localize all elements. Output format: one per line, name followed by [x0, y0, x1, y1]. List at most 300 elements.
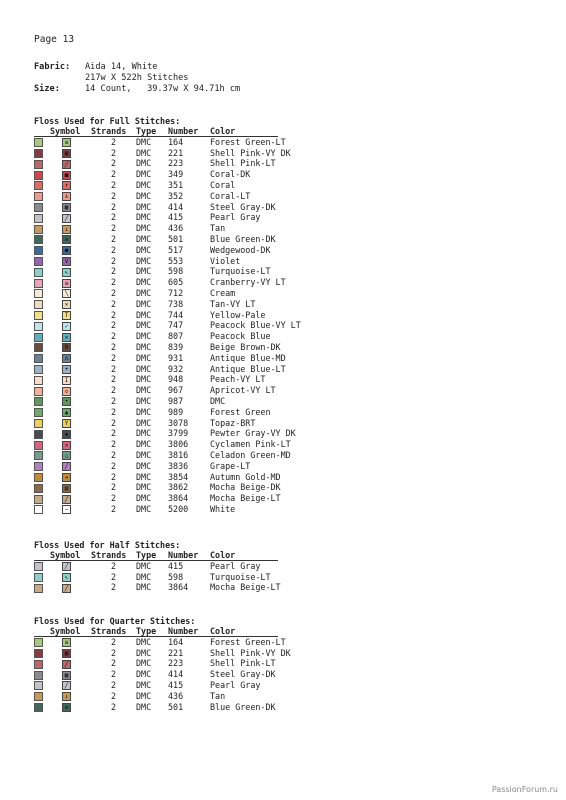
header-color: Color [210, 550, 236, 560]
color-swatch [34, 343, 43, 352]
header-symbol: Symbol [50, 126, 81, 136]
stitch-symbol-icon: ▲ [62, 408, 71, 417]
stitch-symbol-icon: ≡ [62, 703, 71, 712]
stitch-symbol-icon: ↑ [62, 181, 71, 190]
color-name: Peacock Blue [210, 331, 271, 342]
strands-value: 2 [111, 460, 117, 471]
strands-value: 2 [111, 255, 117, 266]
type-value: DMC [136, 374, 152, 385]
number-value: 3862 [168, 482, 189, 493]
header-strands: Strands [91, 626, 127, 636]
stitch-symbol-icon: ╱ [62, 660, 71, 669]
header-type: Type [136, 626, 157, 636]
stitch-symbol-icon: ↓ [62, 225, 71, 234]
floss-row [34, 136, 286, 148]
type-value: DMC [136, 417, 152, 428]
stitch-symbol-icon: ✕ [62, 333, 71, 342]
color-name: Forest Green-LT [210, 636, 286, 647]
half-stitches-section [34, 540, 281, 593]
header-number: Number [168, 126, 199, 136]
number-value: 415 [168, 212, 184, 223]
number-value: 987 [168, 395, 184, 406]
color-swatch [34, 573, 43, 582]
color-name: Beige Brown-DK [210, 341, 281, 352]
number-value: 3816 [168, 449, 189, 460]
strands-value: 2 [111, 571, 117, 582]
color-swatch [34, 333, 43, 342]
color-name: Mocha Beige-DK [210, 482, 281, 493]
header-number: Number [168, 626, 199, 636]
strands-value: 2 [111, 147, 117, 158]
number-value: 223 [168, 158, 184, 169]
stitch-symbol-icon: ◇ [62, 387, 71, 396]
floss-row [34, 233, 276, 245]
color-name: Mocha Beige-LT [210, 582, 281, 593]
floss-row [34, 212, 261, 223]
color-swatch [34, 225, 43, 234]
color-swatch [34, 171, 43, 180]
floss-row [34, 636, 286, 648]
type-value: DMC [136, 352, 152, 363]
stitch-symbol-icon: ▪ [62, 430, 71, 439]
color-name: Steel Gray-DK [210, 669, 276, 680]
color-name: Antique Blue-MD [210, 352, 286, 363]
strands-value: 2 [111, 169, 117, 180]
strands-value: 2 [111, 341, 117, 352]
stitch-symbol-icon: ╱ [62, 681, 71, 690]
strands-value: 2 [111, 417, 117, 428]
type-value: DMC [136, 320, 152, 331]
floss-row [34, 482, 281, 493]
strands-value: 2 [111, 658, 117, 669]
size-label: Size: [34, 84, 60, 94]
number-value: 3864 [168, 582, 189, 593]
number-value: 415 [168, 560, 184, 571]
color-swatch [34, 246, 43, 255]
color-swatch [34, 160, 43, 169]
stitch-symbol-icon: N [62, 343, 71, 352]
color-name: Pearl Gray [210, 560, 261, 571]
color-swatch [34, 214, 43, 223]
type-value: DMC [136, 647, 152, 658]
color-name: Cream [210, 287, 236, 298]
number-value: 932 [168, 363, 184, 374]
color-name: Yellow-Pale [210, 309, 266, 320]
stitch-symbol-icon: ╱ [62, 562, 71, 571]
stitch-symbol-icon: ✕ [62, 300, 71, 309]
floss-row [34, 331, 271, 342]
fabric-label: Fabric: [34, 62, 71, 72]
type-value: DMC [136, 158, 152, 169]
stitch-symbol-icon: ✕ [62, 441, 71, 450]
type-value: DMC [136, 669, 152, 680]
color-name: Apricot-VY LT [210, 385, 276, 396]
strands-value: 2 [111, 647, 117, 658]
number-value: 221 [168, 647, 184, 658]
floss-row [34, 679, 261, 691]
stitch-symbol-icon: I [62, 376, 71, 385]
number-value: 712 [168, 287, 184, 298]
header-color: Color [210, 126, 236, 136]
stitch-symbol-icon: ╱ [62, 584, 71, 593]
type-value: DMC [136, 287, 152, 298]
color-swatch [34, 703, 43, 712]
type-value: DMC [136, 482, 152, 493]
color-name: Peacock Blue-VY LT [210, 320, 301, 331]
strands-value: 2 [111, 212, 117, 223]
strands-value: 2 [111, 493, 117, 504]
number-value: 349 [168, 169, 184, 180]
color-name: Forest Green [210, 406, 271, 417]
strands-value: 2 [111, 223, 117, 234]
stitch-symbol-icon: ╱ [62, 495, 71, 504]
strands-value: 2 [111, 690, 117, 701]
strands-value: 2 [111, 136, 117, 147]
header-type: Type [136, 126, 157, 136]
type-value: DMC [136, 449, 152, 460]
strands-value: 2 [111, 428, 117, 439]
floss-row [34, 560, 261, 572]
number-value: 807 [168, 331, 184, 342]
strands-value: 2 [111, 320, 117, 331]
strands-value: 2 [111, 190, 117, 201]
color-name: Autumn Gold-MD [210, 471, 281, 482]
stitch-symbol-icon: T [62, 311, 71, 320]
type-value: DMC [136, 503, 152, 514]
strands-value: 2 [111, 298, 117, 309]
number-value: 598 [168, 266, 184, 277]
stitch-symbol-icon: ▨ [62, 484, 71, 493]
number-value: 501 [168, 233, 184, 244]
strands-value: 2 [111, 374, 117, 385]
section-title: Floss Used for Half Stitches: [34, 540, 181, 550]
color-name: Shell Pink-LT [210, 158, 276, 169]
number-value: 948 [168, 374, 184, 385]
floss-row [34, 374, 266, 385]
color-name: Shell Pink-VY DK [210, 647, 291, 658]
number-value: 598 [168, 571, 184, 582]
strands-value: 2 [111, 277, 117, 288]
type-value: DMC [136, 266, 152, 277]
strands-value: 2 [111, 560, 117, 571]
floss-row [34, 690, 226, 702]
type-value: DMC [136, 223, 152, 234]
header-type: Type [136, 550, 157, 560]
header-strands: Strands [91, 126, 127, 136]
color-swatch [34, 203, 43, 212]
type-value: DMC [136, 190, 152, 201]
color-name: Antique Blue-LT [210, 363, 286, 374]
number-value: 989 [168, 406, 184, 417]
type-value: DMC [136, 298, 152, 309]
number-value: 605 [168, 277, 184, 288]
type-value: DMC [136, 493, 152, 504]
number-value: 436 [168, 690, 184, 701]
type-value: DMC [136, 169, 152, 180]
color-swatch [34, 408, 43, 417]
strands-value: 2 [111, 158, 117, 169]
color-name: Coral [210, 179, 236, 190]
type-value: DMC [136, 690, 152, 701]
strands-value: 2 [111, 449, 117, 460]
strands-value: 2 [111, 679, 117, 690]
color-swatch [34, 279, 43, 288]
full-stitches-section [34, 116, 301, 515]
color-swatch [34, 584, 43, 593]
type-value: DMC [136, 331, 152, 342]
strands-value: 2 [111, 352, 117, 363]
stitch-symbol-icon: ╱ [62, 160, 71, 169]
floss-row [34, 266, 271, 277]
stitch-symbol-icon: ✓ [62, 322, 71, 331]
type-value: DMC [136, 428, 152, 439]
floss-row [34, 658, 276, 669]
header-color: Color [210, 626, 236, 636]
strands-value: 2 [111, 385, 117, 396]
floss-row [34, 190, 251, 202]
color-name: Mocha Beige-LT [210, 493, 281, 504]
color-swatch [34, 495, 43, 504]
color-swatch [34, 451, 43, 460]
column-headers [34, 550, 236, 561]
color-name: Turquoise-LT [210, 266, 271, 277]
number-value: 744 [168, 309, 184, 320]
color-name: Tan-VY LT [210, 298, 256, 309]
stitch-symbol-icon: − [62, 505, 71, 514]
stitch-symbol-icon: ≡ [62, 638, 71, 647]
color-name: Cranberry-VY LT [210, 277, 286, 288]
strands-value: 2 [111, 244, 117, 255]
stitch-symbol-icon: ↓ [62, 692, 71, 701]
color-name: Pewter Gray-VY DK [210, 428, 296, 439]
floss-row [34, 406, 271, 418]
number-value: 3864 [168, 493, 189, 504]
number-value: 501 [168, 701, 184, 712]
floss-row [34, 460, 251, 472]
color-name: Tan [210, 690, 226, 701]
type-value: DMC [136, 679, 152, 690]
number-value: 164 [168, 136, 184, 147]
color-swatch [34, 322, 43, 331]
color-name: Blue Green-DK [210, 233, 276, 244]
header-strands: Strands [91, 550, 127, 560]
type-value: DMC [136, 582, 152, 593]
color-name: Forest Green-LT [210, 136, 286, 147]
floss-row [34, 244, 271, 256]
strands-value: 2 [111, 287, 117, 298]
strands-value: 2 [111, 701, 117, 712]
stitch-symbol-icon: △ [62, 451, 71, 460]
type-value: DMC [136, 406, 152, 417]
color-swatch [34, 692, 43, 701]
stitch-symbol-icon: ↖ [62, 573, 71, 582]
number-value: 436 [168, 223, 184, 234]
stitch-symbol-icon: ↖ [62, 268, 71, 277]
color-swatch [34, 484, 43, 493]
color-swatch [34, 419, 43, 428]
color-name: Peach-VY LT [210, 374, 266, 385]
floss-row [34, 298, 256, 310]
number-value: 517 [168, 244, 184, 255]
stitch-symbol-icon: ▦ [62, 649, 71, 658]
stitch-symbol-icon: V [62, 257, 71, 266]
color-swatch [34, 660, 43, 669]
type-value: DMC [136, 201, 152, 212]
page-number: Page 13 [34, 34, 75, 45]
stitch-symbol-icon: ╱ [62, 214, 71, 223]
color-name: Tan [210, 223, 226, 234]
floss-row [34, 169, 251, 180]
type-value: DMC [136, 363, 152, 374]
floss-row [34, 277, 286, 288]
type-value: DMC [136, 179, 152, 190]
stitch-symbol-icon: ● [62, 246, 71, 255]
color-swatch [34, 181, 43, 190]
stitch-symbol-icon: ⋏ [62, 192, 71, 201]
number-value: 5200 [168, 503, 189, 514]
number-value: 414 [168, 669, 184, 680]
stitch-symbol-icon: + [62, 365, 71, 374]
quarter-stitches-section [34, 616, 291, 712]
stitch-symbol-icon: ≡ [62, 235, 71, 244]
number-value: 415 [168, 679, 184, 690]
color-swatch [34, 376, 43, 385]
color-swatch [34, 311, 43, 320]
type-value: DMC [136, 471, 152, 482]
number-value: 3806 [168, 439, 189, 450]
strands-value: 2 [111, 503, 117, 514]
type-value: DMC [136, 212, 152, 223]
floss-row [34, 158, 276, 169]
color-swatch [34, 473, 43, 482]
color-name: Shell Pink-LT [210, 658, 276, 669]
number-value: 3799 [168, 428, 189, 439]
number-value: 747 [168, 320, 184, 331]
type-value: DMC [136, 233, 152, 244]
header-number: Number [168, 550, 199, 560]
floss-row [34, 428, 296, 439]
color-swatch [34, 505, 43, 514]
type-value: DMC [136, 244, 152, 255]
color-swatch [34, 441, 43, 450]
floss-row [34, 701, 276, 713]
floss-row [34, 179, 236, 191]
floss-row [34, 669, 276, 680]
stitch-symbol-icon: ▦ [62, 149, 71, 158]
strands-value: 2 [111, 406, 117, 417]
type-value: DMC [136, 560, 152, 571]
type-value: DMC [136, 147, 152, 158]
floss-row [34, 571, 271, 583]
floss-row [34, 352, 286, 364]
color-name: Pearl Gray [210, 679, 261, 690]
color-name: Shell Pink-VY DK [210, 147, 291, 158]
color-swatch [34, 192, 43, 201]
header-symbol: Symbol [50, 550, 81, 560]
color-swatch [34, 649, 43, 658]
color-name: Coral-DK [210, 169, 251, 180]
color-name: Steel Gray-DK [210, 201, 276, 212]
number-value: 164 [168, 636, 184, 647]
color-swatch [34, 354, 43, 363]
floss-row [34, 582, 281, 593]
color-name: Wedgewood-DK [210, 244, 271, 255]
color-swatch [34, 681, 43, 690]
type-value: DMC [136, 395, 152, 406]
stitch-symbol-icon: ᴧ [62, 354, 71, 363]
type-value: DMC [136, 277, 152, 288]
type-value: DMC [136, 255, 152, 266]
number-value: 839 [168, 341, 184, 352]
number-value: 351 [168, 179, 184, 190]
number-value: 352 [168, 190, 184, 201]
floss-row [34, 320, 301, 331]
floss-row [34, 417, 256, 429]
type-value: DMC [136, 658, 152, 669]
stitch-symbol-icon: ╱ [62, 462, 71, 471]
strands-value: 2 [111, 233, 117, 244]
stitch-symbol-icon: ╲ [62, 289, 71, 298]
strands-value: 2 [111, 201, 117, 212]
number-value: 3078 [168, 417, 189, 428]
strands-value: 2 [111, 331, 117, 342]
number-value: 3836 [168, 460, 189, 471]
floss-row [34, 395, 226, 407]
type-value: DMC [136, 571, 152, 582]
number-value: 3854 [168, 471, 189, 482]
stitch-symbol-icon: ■ [62, 171, 71, 180]
strands-value: 2 [111, 669, 117, 680]
strands-value: 2 [111, 582, 117, 593]
color-swatch [34, 257, 43, 266]
type-value: DMC [136, 636, 152, 647]
type-value: DMC [136, 460, 152, 471]
color-name: Topaz-BRT [210, 417, 256, 428]
number-value: 221 [168, 147, 184, 158]
floss-row [34, 309, 266, 321]
number-value: 553 [168, 255, 184, 266]
column-headers [34, 626, 236, 637]
watermark: PassionForum.ru [491, 785, 558, 794]
color-name: Celadon Green-MD [210, 449, 291, 460]
color-name: Turquoise-LT [210, 571, 271, 582]
size-value: 14 Count, 39.37w X 94.71h cm [85, 84, 241, 94]
floss-row [34, 503, 236, 515]
type-value: DMC [136, 136, 152, 147]
color-name: White [210, 503, 236, 514]
number-value: 738 [168, 298, 184, 309]
fabric-value: Aida 14, White [85, 62, 158, 72]
floss-row [34, 223, 226, 234]
floss-row [34, 647, 291, 659]
color-name: Pearl Gray [210, 212, 261, 223]
stitch-symbol-icon: ▩ [62, 671, 71, 680]
floss-row [34, 255, 241, 267]
color-name: Cyclamen Pink-LT [210, 439, 291, 450]
color-swatch [34, 462, 43, 471]
color-swatch [34, 268, 43, 277]
color-swatch [34, 430, 43, 439]
floss-row [34, 341, 281, 353]
number-value: 414 [168, 201, 184, 212]
floss-row [34, 439, 291, 450]
strands-value: 2 [111, 636, 117, 647]
type-value: DMC [136, 385, 152, 396]
stitch-symbol-icon: ≡ [62, 138, 71, 147]
header-symbol: Symbol [50, 626, 81, 636]
color-name: Coral-LT [210, 190, 251, 201]
type-value: DMC [136, 439, 152, 450]
